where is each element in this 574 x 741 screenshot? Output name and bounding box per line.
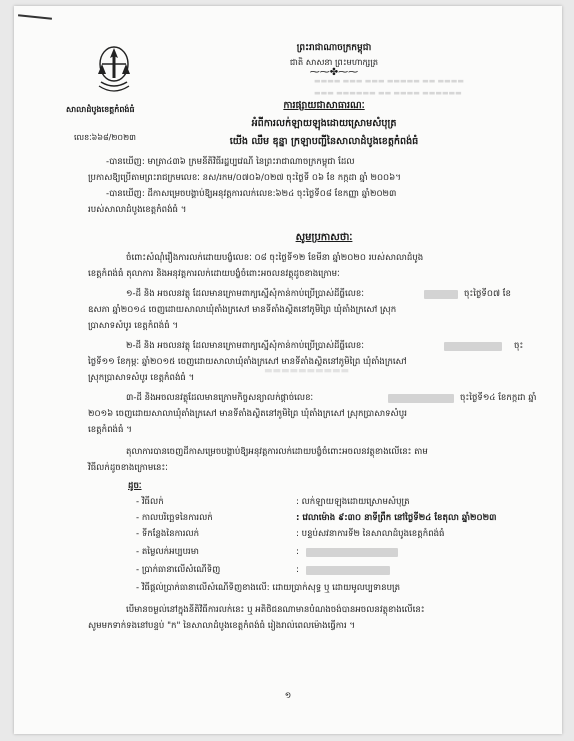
- term-value: : លក់ឡាយឡុងដោយស្រោមសំបុត្រ: [296, 497, 410, 507]
- property-item-3-date: ចុះថ្ងៃទី១៤ ខែកក្កដា ឆ្នាំ: [460, 393, 537, 403]
- document-subtitle: អំពីការលក់ឡាយឡុងដោយស្រោមសំបុត្រ: [251, 118, 397, 129]
- section-heading: សូមប្រកាសថាៈ: [295, 232, 353, 243]
- property-item-2: ២-ដី និង អចលនវត្ថុ ដែលមានក្រោមពាក្យស្នើសុំកាន់កាប់ប្រើប្រាស់ដីធ្លីលេខៈ: [126, 341, 364, 351]
- decision-line: វិធីលក់ដូចខាងក្រោមនេះៈ: [88, 463, 168, 473]
- court-name: សាលាដំបូងខេត្តកំពង់ធំ: [66, 105, 135, 114]
- closing-line: បើមានចម្ងល់នៅក្នុងនីតិវិធីការលក់នេះ ឬ អតិថិជនណាមានបំណងចង់បានអចលនវត្ថុខាងលើនេះ: [126, 605, 425, 615]
- page-number: ១: [284, 691, 292, 701]
- property-item-2-line: ថ្ងៃទី១១ ខែកុម្ភៈ ឆ្នាំ២០១៥ ចេញដោយសាលាឃុំតាំងក្រសៅ មានទីតាំងស្ថិតនៅភូមិព្រៃ ឃុំតាំងក្រសៅ: [88, 357, 407, 367]
- document-page: [14, 6, 562, 734]
- kingdom-heading: ព្រះរាជាណាចក្រកម្ពុជា: [296, 43, 372, 53]
- redaction-block: [424, 290, 458, 299]
- term-label: - ប្រាក់ធានាលើសំណើទិញ: [136, 565, 221, 575]
- redaction-block: [388, 394, 454, 403]
- bleed-through-text: ▬▬▬ ▬▬▬▬▬▬ ▬▬ ▬▬▬▬ ▬▬▬▬▬▬: [314, 89, 462, 97]
- term-label: - វិធីលក់: [136, 497, 164, 507]
- preamble-line: -បានឃើញ: មាត្រា៤៣៦ ក្រមនីតិវិធីរដ្ឋប្បវេណី នៃព្រះរាជាណាចក្រកម្ពុជា ដែល: [106, 157, 355, 167]
- term-label: - ទីកន្លែងនៃការលក់: [136, 529, 200, 539]
- term-value: :: [296, 547, 299, 557]
- property-item-1-date: ចុះថ្ងៃទី០៧ ខែ: [464, 289, 511, 299]
- closing-line: សូមមកទាក់ទងនៅបន្ទប់ "ក" នៃសាលាដំបូងខេត្តកំពង់ធំ រៀងរាល់ពេលម៉ោងធ្វើការ ។: [88, 621, 356, 631]
- reference-number: លេខៈ៦៦៨/២០២៣: [74, 133, 136, 142]
- property-item-2-line: ស្រុកប្រាសាទសំបូរ ខេត្តកំពង់ធំ ។: [88, 373, 195, 383]
- property-item-3: ៣-ដី និងអចលនវត្ថុដែលមានក្រោមកិច្ចសន្យាលក់ផ្តាច់លេខៈ: [126, 393, 314, 403]
- preamble-line: ប្រកាសឱ្យប្រើតាមព្រះរាជក្រមលេខៈ នស/រកម/០៧០៦/០២៧ ចុះថ្ងៃទី ០៦ ខែ កក្កដា ឆ្នាំ ២០០៦។: [88, 173, 401, 183]
- property-item-2-date: ចុះ: [514, 341, 524, 351]
- decision-line: តុលាការបានចេញដីកាសម្រេចបង្គាប់ឱ្យអនុវត្តការលក់ដោយបង្ខំចំពោះអចលនវត្ថុខាងលើនេះ តាម: [126, 447, 428, 457]
- property-item-3-line: ខេត្តកំពង់ធំ ។: [88, 425, 132, 435]
- redaction-block: [444, 342, 502, 351]
- court-emblem-icon: [91, 42, 137, 100]
- property-item-1-line: ឧសភា ឆ្នាំ២០១៤ ចេញដោយសាលាឃុំតាំងក្រសៅ មានទីតាំងស្ថិតនៅភូមិព្រៃ ឃុំតាំងក្រសៅ ស្រុក: [88, 305, 397, 315]
- intro-line: ខេត្តកំពង់ធំ តុលាការ និងអនុវត្តការលក់ដោយបង្ខំចំពោះអចលនវត្ថុដូចខាងក្រោមៈ: [88, 269, 340, 279]
- term-label: - តម្លៃលក់អប្បបរមា: [136, 547, 199, 557]
- intro-line: ចំពោះសំណុំរឿងការលក់ដោយបង្ខំលេខៈ ០៨ ចុះថ្ងៃទី១២ ខែមីនា ឆ្នាំ២០២០ របស់សាលាដំបូង: [126, 253, 424, 263]
- terms-heading: ដូចៈ: [128, 481, 142, 491]
- redaction-block: [306, 566, 390, 575]
- national-motto: ជាតិ សាសនា ព្រះមហាក្សត្រ: [289, 57, 379, 67]
- term-label: - កាលបរិច្ឆេទនៃការលក់: [136, 513, 213, 523]
- document-title: ការផ្សាយជាសាធារណៈ: [283, 100, 365, 111]
- issuer-line: យើង ឈឹម ឌុន្នា ក្រឡាបញ្ជីនៃសាលាដំបូងខេត្តកំពង់ធំ: [229, 136, 419, 147]
- preamble-line: របស់សាលាដំបូងខេត្តកំពង់ធំ ។: [88, 205, 187, 215]
- bleed-through-text: ▬▬▬▬ ▬▬▬ ▬▬▬ ▬▬▬▬▬ ▬▬ ▬▬▬▬: [314, 77, 465, 85]
- property-item-1-line: ប្រាសាទសំបូរ ខេត្តកំពង់ធំ ។: [88, 321, 179, 331]
- scan-mark: [18, 14, 52, 20]
- term-value: : វេលាម៉ោង ៩:៣០ នាទីព្រឹក នៅថ្ងៃទី២៤ ខែតុលា ឆ្នាំ២០២៣: [296, 513, 497, 523]
- faint-watermark: ▬▬▬▬▬▬▬▬▬▬: [264, 366, 350, 376]
- property-item-1: ១-ដី និង អចលនវត្ថុ ដែលមានក្រោមពាក្យស្នើសុំកាន់កាប់ប្រើប្រាស់ដីធ្លីលេខៈ: [126, 289, 364, 299]
- redaction-block: [306, 548, 398, 557]
- term-value: :: [296, 565, 299, 575]
- payment-method-line: - វិធីផ្តល់ប្រាក់ធានាលើសំណើទិញខាងលើ: ដោយប្រាក់សុទ្ធ ឬ ដោយមូលប្បទានបត្រ: [136, 583, 401, 593]
- preamble-line: -បានឃើញ: ដីកាសម្រេចបង្គាប់ឱ្យអនុវត្តការលក់លេខ:៦២៤ ចុះថ្ងៃទី០៨ ខែកញ្ញា ឆ្នាំ២០២៣: [106, 189, 397, 199]
- motto-ornament: ⁓⁓✤⁓⁓: [309, 67, 359, 78]
- property-item-3-line: ២០១៦ ចេញដោយសាលាឃុំតាំងក្រសៅ មានទីតាំងស្ថិតនៅភូមិព្រៃ ឃុំតាំងក្រសៅ ស្រុកប្រាសាទសំបូរ: [88, 409, 407, 419]
- term-value: : បន្ទប់សវនាការទី២ នៃសាលាដំបូងខេត្តកំពង់ធំ: [296, 529, 445, 539]
